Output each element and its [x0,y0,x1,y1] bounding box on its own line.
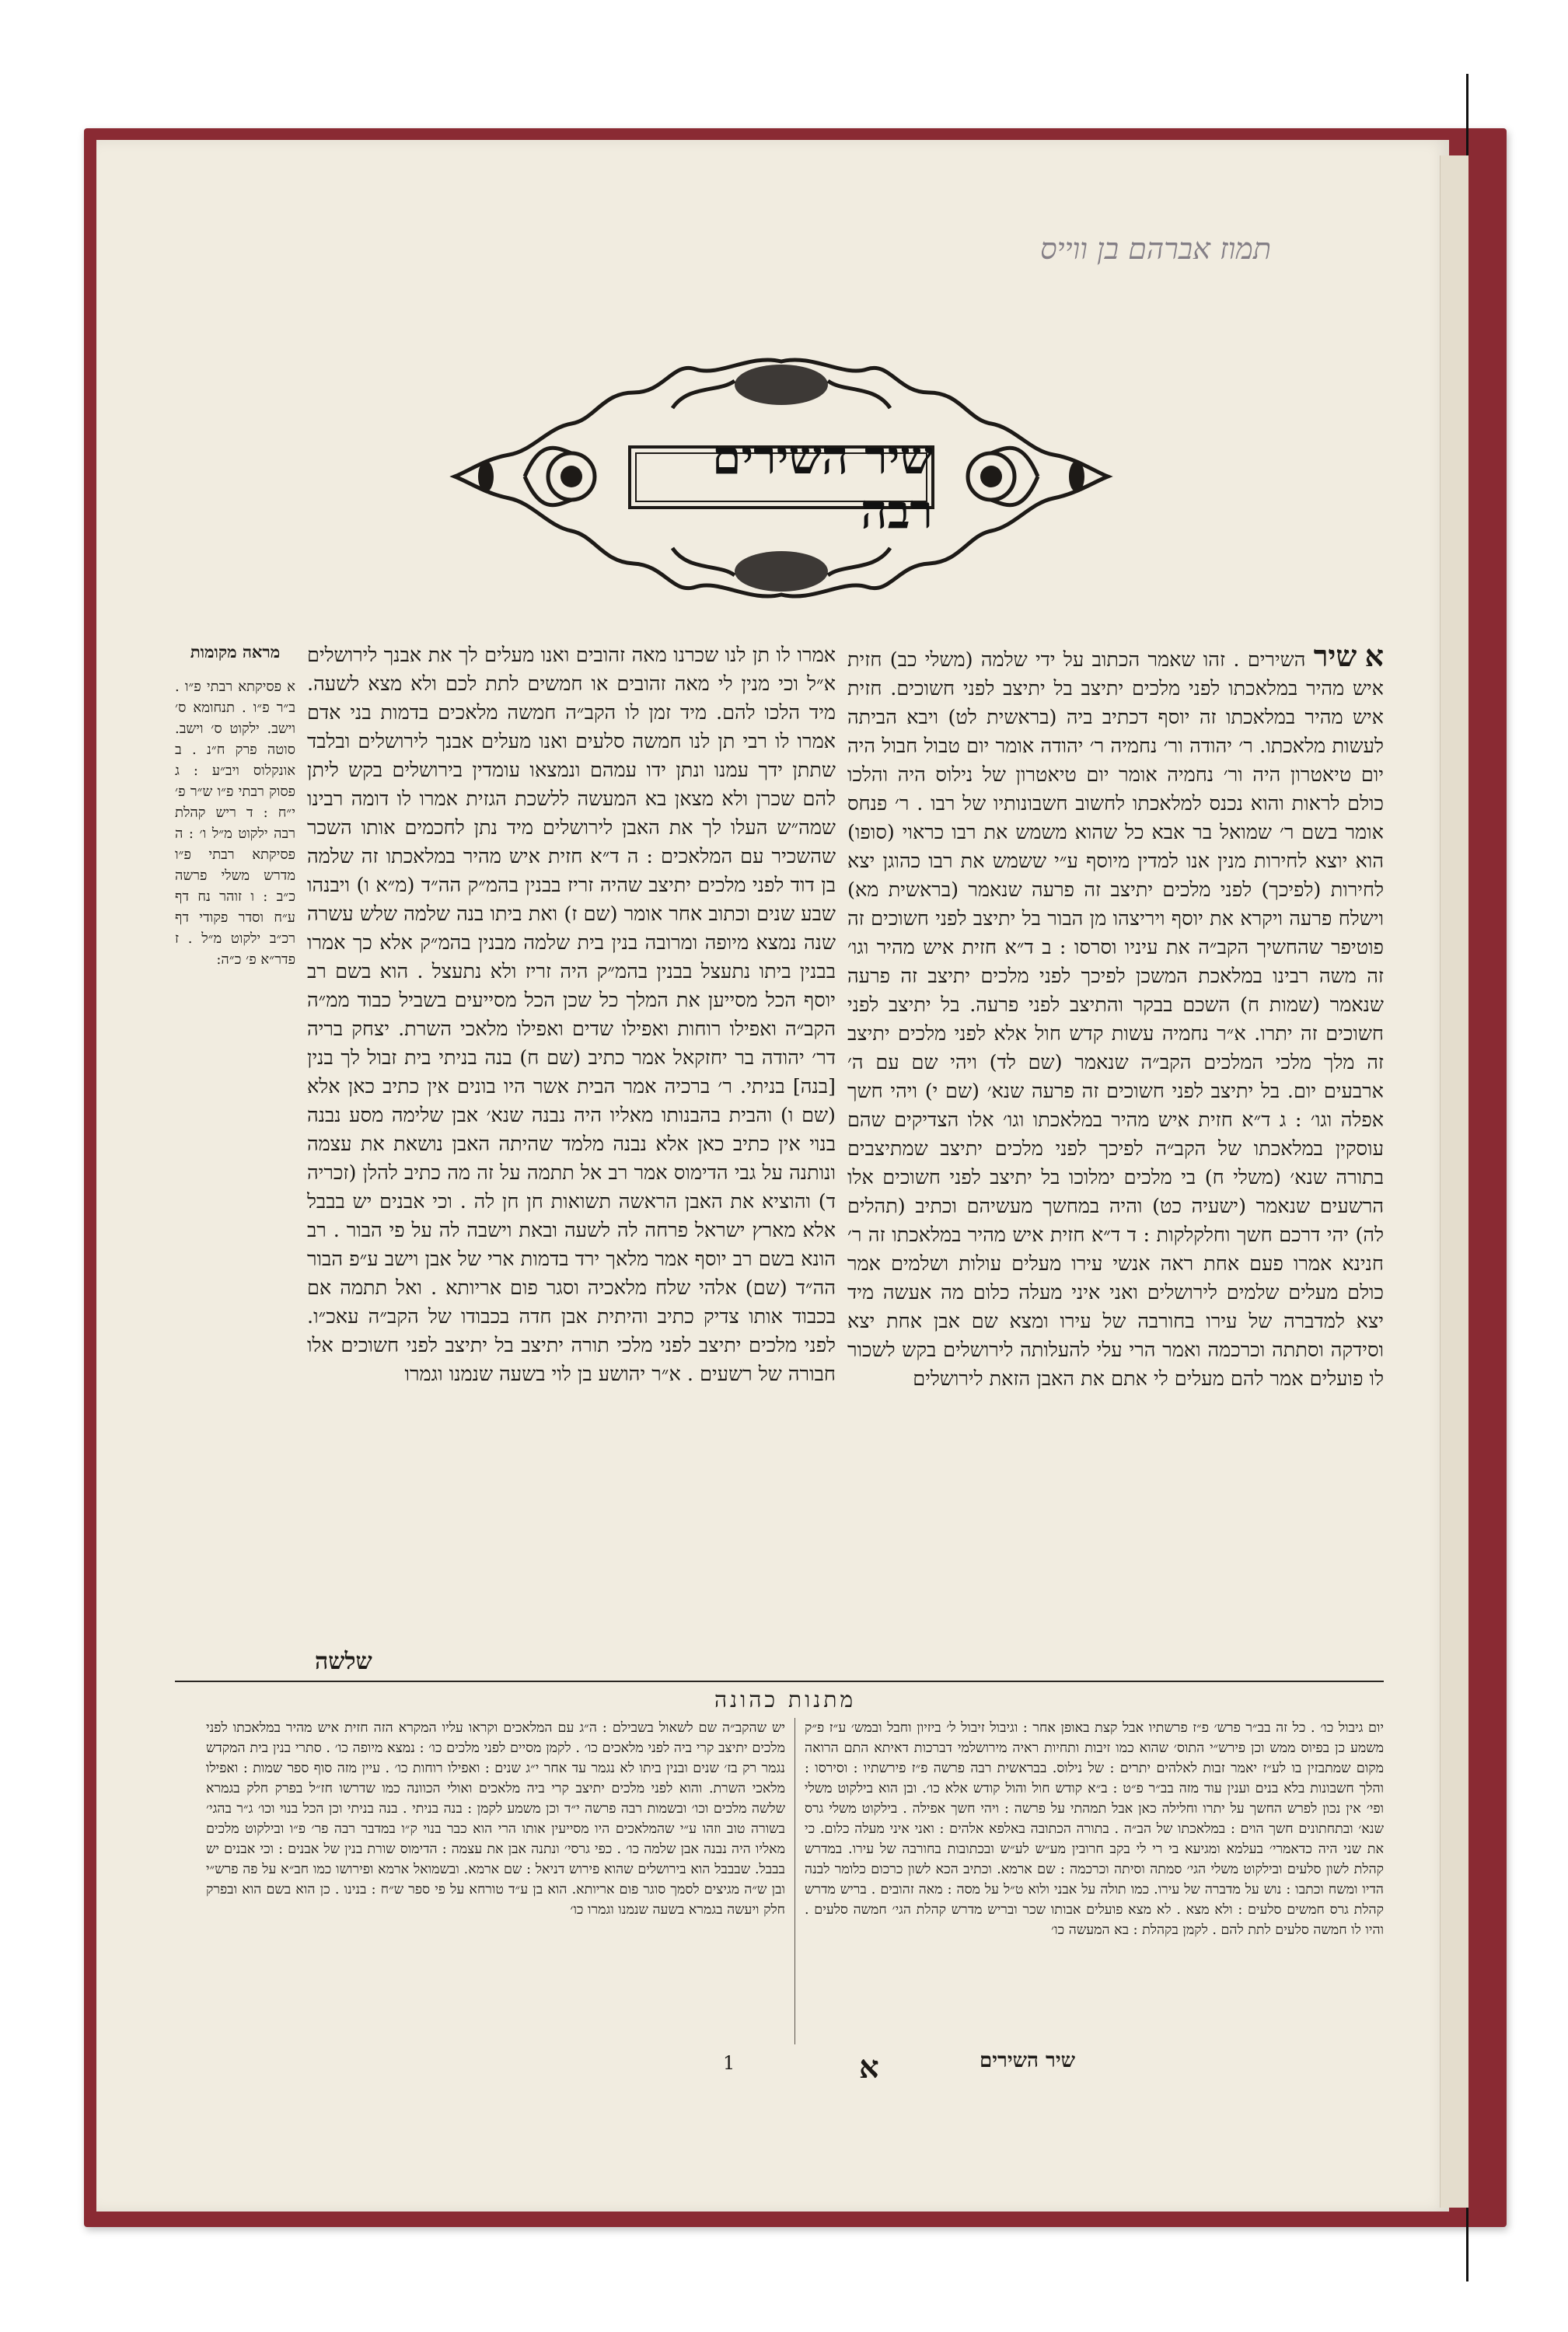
sources-heading: מראה מקומות [190,642,281,662]
commentary-rule [175,1681,1384,1682]
footer-signature: א [859,2049,879,2086]
commentary-divider [794,1718,795,2044]
main-text-right: השירים . זהו שאמר הכתוב על ידי שלמה (משלי כב) חזית איש מהיר במלאכתו לפני מלכים יתיצב בל יתיצב לפני חשוכים. חזית איש מהיר במלאכתו זה יוסף דכתיב ביה (בראשית לט) ויבא הביתה לעשות מלאכתו. ר׳ יהודה ור׳ נחמיה ר׳ יהודה אומר יום טבול חבול היה יום טיאטרון היה ור׳ נחמיה אומר יום טיאטרון של נילוס היה והלכו כולם לראות והוא נכנס למלאכתו לחשוב חשבונותיו של רבו . ר׳ פנחס אומר בשם ר׳ שמואל בר אבא כל שהוא משמש את רבו כראוי (סופו) הוא יוצא לחירות מנין אנו למדין מיוסף ע״י ששמש את רבו כהוגן יצא לחירות (לפיכך) לפני מלכים יתיצב זה פרעה שנאמר (בראשית מא) וישלח פרעה ויקרא את יוסף ויריצהו מן הבור בל יתיצב לפני חשוכים זה פוטיפר שהחשיך הקב״ה את עיניו וסרסו : ב ד״א חזית איש מהיר וגו׳ זה משה רבינו במלאכת המשכן לפיכך לפני מלכים יתיצב זה פרעה שנאמר (שמות ח) השכם בבקר והתיצב לפני פרעה. בל יתיצב לפני חשוכים זה יתרו. א״ר נחמיה עשות קדש חול אלא לפני מלכים יתיצב זה מלך מלכי המלכים הקב״ה שנאמר (שם לד) ויהי שם עם ה׳ ארבעים יום. בל יתיצב לפני חשוכים זה פרעה שנא׳ (שם י) ויהי חשך אפלה וגו׳ : ג ד״א חזית איש מהיר במלאכתו וגו׳ אלו הצדיקים שהם עוסקין במלאכתו של הקב״ה לפיכך לפני מלכים יתיצב שמתיצבים בתורה שנא׳ (משלי ח) בי מלכים ימלוכו בל יתיצב לפני חשוכים אלו הרשעים שנאמר (ישעיה כט) והיה במחשך מעשיהם וכתיב (תהלים לה) יהי דרכם חשך וחלקלקות : ד ד״א חזית איש מהיר במלאכתו זה ר׳ חנינא אמרו פעם אחת ראה אנשי עירו מעלים עולות ושלמים אמר כולם מעלים שלמים לירושלים ואני איני מעלה כלום מה אעשה מיד יצא למדברה של עירו בחורבה של עירו ומצא שם אבן אחת יצא וסידקה וסתתה וכרכמה ואמר הרי עלי להעלותה לירושלים בקש לשכור לו פועלים אמר להם מעלים לי אתם את האבן הזאת לירושלים [847,648,1384,1391]
commentary-title: מתנות כהונה [714,1687,857,1712]
lead-letter: א [1364,641,1384,673]
handwritten-note: תמוז אברהם בן ווייס [1039,232,1271,266]
main-text-left-column [307,641,836,1671]
page-number: 1 [723,2052,735,2074]
commentary-left-column [206,1718,785,2052]
commentary-left: יש שהקב״ה שם לשאול בשבילם : ה״ג עם המלאכים וקראו עליו המקרא הזה חזית איש מהיר במלאכתו לפני מלכים יתיצב קרי ביה לפני מלאכים כו׳ . לקמן מסיים לפני מלכים כו׳ : נמצא מיופה כו׳ . סתרי בנין בית המקדש נגמר רק בז׳ שנים ובנין ביתו לא נגמר עד אחר י״ג שנים : ואפילו רוחות כו׳ . עיין מזה סוף ספר שמות : ואפילו מלאכי השרת. והוא לפני מלכים יתיצב קרי ביה מלאכים ואולי הכוונה כמו שדרשו חז״ל בפרק חלק בגמרא שלשה מלכים וכו׳ ובשמות רבה פרשה י״ד וכן משמע לקמן : בנה בניתי . בנה בניתי וכן הכל בנוי וכו׳ ג״ר בהגי׳ בשורה טוב וזהו ע״י שהמלאכים היו מסייעין אותו הרי הוא כבר בנוי ק״ו במדבר רבה פר׳ פ״ו ובילקוט מלכים מאליו היה נבנה אבן שלמה כו׳ . כפי גרסי׳ ונתנה אבן את עצמה : הדימוס שורת בנין של אבנים : וכי אבנים יש בבבל. שבבבל הוא בירושלים שהוא פירוש דניאל : שם ארמא. ובשמואל ארמא ופירושו כמו חב״א על פה פרש״י ובן ש״ה מגיצים לסמך סוגר פום אריותא. הוא בן ע״ד טורחא על פי ספר ש״ח : בנינו . כן הוא בשם הוא ובפרק חלק ויעשה בגמרא בשעה שנמנו וגמרו כו׳ [206,1720,785,1918]
commentary-right: יום גיבול כו׳ . כל זה בב״ר פרש׳ פ״ז פרשתיו אבל קצת באופן אחר : וגיבול זיבול ל׳ ביזיון וחבל ובמש׳ ע״ז פ״ק משמע כן בפיוס ממש וכן פירש״י התוס׳ שהוא כמו זיבות ותחיות ראיה מירושלמי דברכות דאיתא התם הרואה מקום שמתבזין בו לע״ז יאמר זבות לאלהים יתרים : של נילוס. בבראשית רבה פרשה פ״ז פירשתיו : וסירסו : והלך חשבונות בלא בנים וענין עוד מזה בב״ר פ״ט : ב״א קודש חול והול קודש אלא כו׳. ובן הוא בילקוט משלי ופי׳ אין נכון לפרש החשך על יתרו וחלילה כאן אבל תמהתי על פרשה : ויהי חשך אפילה . בילקוט משלי גרס שנא׳ ובתחתונים חשך הוים : במלאכתו של הב״ה . בתורה הכתובה באלפא אלהים : ואני איני מעלה כלום. כי את שני היה כדאמרי׳ בעלמא ומגיעא בי רי לי בקב חרובין מע״ש לע״ש ובכתובות בחורבה של עירו. במדרש קהלת לשון סלעים ובילקוט משלי הגי׳ סמתה וסיתה וכרכמה : שם ארמא. וכתיב הכא לשון כרכום כלומר לבנה הדיו ומשח וכתבו : נוש על מדברה של עירו. כמו תולה על אבני ולוא ט״ל על מסה : מאה זהובים . בריש מדרש קהלת גרס חמשים סלעים : ולא מצא . לא מצא פועלים אבותו שכר ובריש מדרש קהלת הגי׳ חמשה סלעים . והיו לו חמשה סלעים לתת להם . לקמן בקהלת : בא המעשה כו׳ [805,1720,1384,1938]
footer-running-title: שיר השירים [980,2049,1076,2072]
main-text-right-column [847,641,1384,1652]
lead-word: שיר [1313,641,1357,673]
catchword: שלשה [315,1648,372,1675]
page-edge [1440,155,1468,2208]
sources-text: א פסיקתא רבתי פ״ו . ב״ר פ״ו . תנחומא ס׳ וישב. ילקוט ס׳ וישב. סוטה פרק ח״נ . ב אונקלוס ויב״ע : ג פסוק רבתי פ״ו ש״ר פ׳ י״ח : ד ריש קהלת רבה ילקוט מ״ל ו׳ : ה פסיקתא רבתי פ״ו מדרש משלי פרשה כ״ב : ו זוהר נח דף ע״ח וסדר פקודי דף רכ״ב ילקוט מ״ל . ז פדר״א פ׳ כ״ה: [175,679,295,968]
commentary-right-column [805,1718,1384,2052]
sources-column [175,641,295,1217]
main-text-left: אמרו לו תן לנו שכרנו מאה זהובים ואנו מעלים לך את אבנך לירושלים א״ל וכי מנין לי מאה זהובים או חמשים לתת לכם ולא מצא לשעה. מיד הלכו להם. מיד זמן לו הקב״ה חמשה מלאכים בדמות בני אדם אמרו לו רבי תן לנו חמשה סלעים ואנו מעלים אבנך לירושלים ובלבד שתתן ידך עמנו ונתן ידו עמהם ונמצאו עומדין בירושלים בקש ליתן להם שכרן ולא מצאן בא המעשה ללשכת הגזית אמרו לו דומה רבינו שמה״ש העלו לך את האבן לירושלים מיד נתן לחכמים אותו השכר שהשכיר עם המלאכים : ה ד״א חזית איש מהיר במלאכתו זה שלמה בן דוד לפני מלכים יתיצב שהיה זריז בבנין בהמ״ק הה״ד (מ״א ו) ויבנהו שבע שנים וכתוב אחר אומר (שם ז) ואת ביתו בנה שלמה שלש עשרה שנה נמצא מיופה ומרובה בנין בית שלמה מבנין בהמ״ק אלא כך אמרו בבנין ביתו נתעצל בבנין בהמ״ק היה זריז ולא נתעצל . הוא בשם רב יוסף הכל מסייען את המלך כל שכן הכל מסייעים בשביל כבוד ממ״ה הקב״ה ואפילו רוחות ואפילו שדים ואפילו מלאכי השרת. יצחק בריה דר׳ יהודה בר יחזקאל אמר כתיב (שם ח) בנה בניתי בית זבול לך בנין [בנה] בניתי. ר׳ ברכיה אמר הבית אשר היו בונים אין כתיב כאן אלא (שם ו) והבית בהבנותו מאליו היה נבנה שנא׳ אבן שלימה מסע נבנה בנוי אין כתיב כאן אלא נבנה מלמד שהיתה האבן נושאת את עצמה ונותנה על גבי הדימוס אמר רב אל תתמה על זה מה כתיב להלן (זכריה ד) והוציא את האבן הראשה תשואות חן חן לה . וכי אבנים יש בבבל אלא מארץ ישראל פרחה לה לשעה ובאת וישבה לה על פי הבור . רב הונא בשם רב יוסף אמר מלאך ירד בדמות ארי של אבן וישב ע״פ הבור הה״ד (שם) אלהי שלח מלאכיה וסגר פום אריותא . ואל תתמה אם בכבוד אותו צדיק כתיב והיתית אבן חדה בכבודו של הקב״ה עאכ״ו. לפני מלכים יתיצב לפני מלכי תורה יתיצב בל יתיצב לפני חשוכים אלו חבורה של רשעים . א״ר יהושע בן לוי בשעה שנמנו וגמרו [307,644,836,1386]
page-title: שיר השירים רבה [712,431,933,539]
